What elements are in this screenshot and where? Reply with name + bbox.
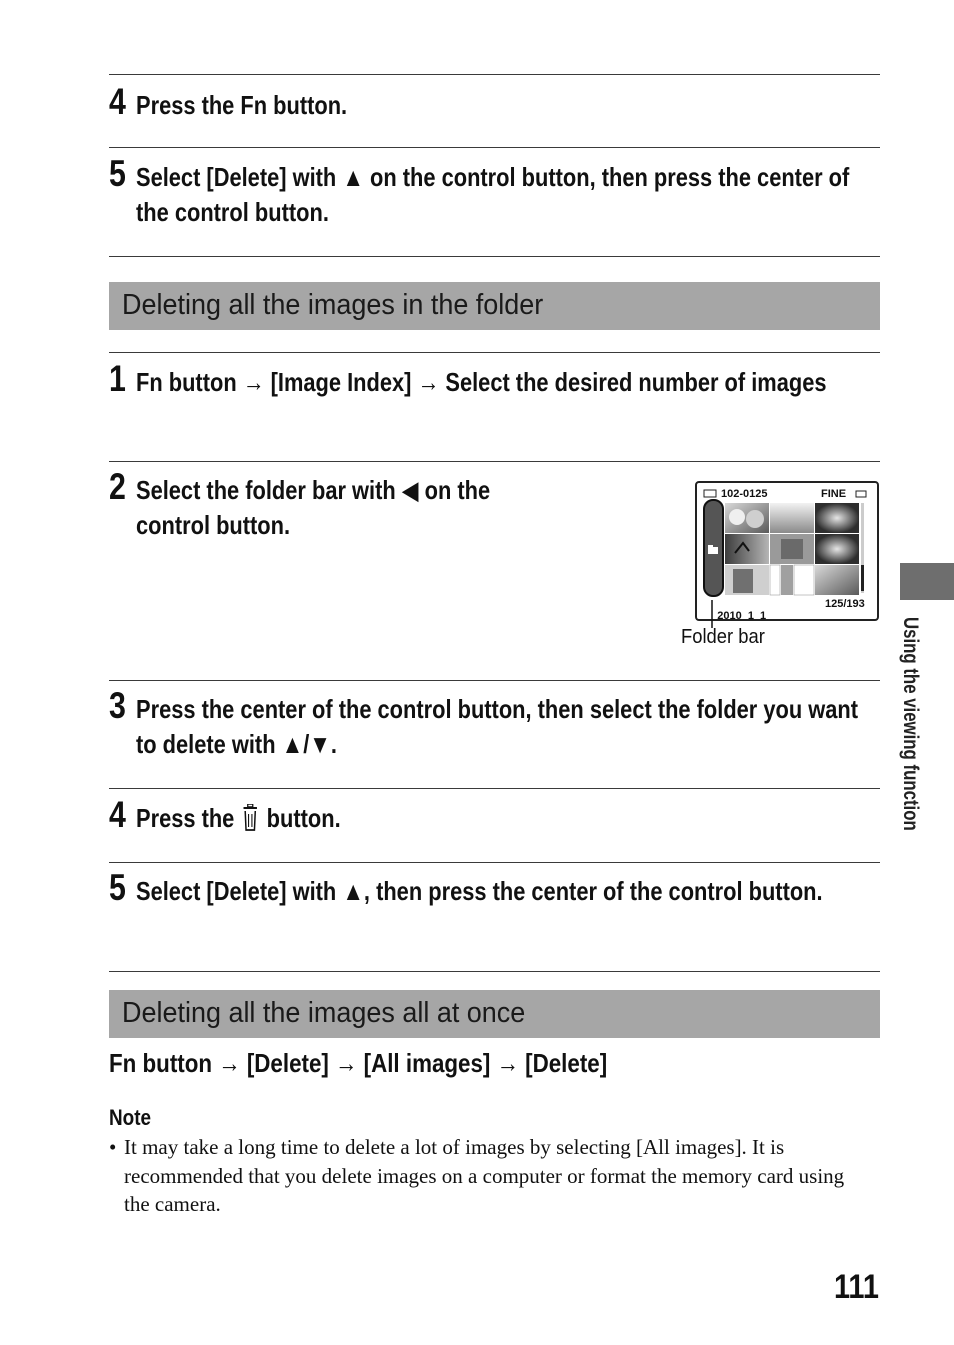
step-4 (109, 794, 879, 836)
bullet: • (109, 1135, 117, 1159)
divider (109, 461, 880, 462)
step-text: Press the center of the control button, then select the folder you want to delete with ▲/▼. (136, 694, 859, 759)
step-text: Select the folder bar with ◀ on the control button. (136, 475, 491, 540)
step-number: 5 (109, 153, 126, 194)
aspect-icon (856, 491, 866, 497)
thumbnail-grid (725, 503, 864, 595)
divider (109, 971, 880, 972)
divider (109, 788, 880, 789)
step-number: 3 (109, 685, 126, 726)
step-text: Select [Delete] with ▲ on the control button, then press the center of the control button. (136, 162, 850, 227)
section-title: Deleting all the images all at once (122, 997, 526, 1029)
trash-icon (240, 804, 260, 832)
step-5 (109, 867, 879, 909)
step-text: Press the Fn button. (136, 90, 348, 120)
divider (109, 680, 880, 681)
step-text: Fn button → [Image Index] → Select the desired number of images (136, 367, 827, 397)
divider (109, 147, 880, 148)
section-title: Deleting all the images in the folder (122, 289, 544, 321)
step-5-top (109, 153, 879, 230)
section-heading-folder (109, 282, 880, 330)
divider (109, 352, 880, 353)
quality-label: FINE (821, 488, 847, 500)
step-2 (109, 466, 529, 543)
step-number: 4 (109, 81, 126, 122)
quality-icon (704, 490, 716, 497)
step-4-top (109, 81, 879, 123)
page-number: 111 (833, 1268, 879, 1306)
note-body (109, 1133, 849, 1219)
step-text: Press the button. (136, 803, 341, 833)
note-text: It may take a long time to delete a lot of images by selecting [All images]. It is recommended that you delete images on a computer or format the memory card using the camera. (124, 1135, 845, 1216)
step-number: 4 (109, 794, 126, 835)
section-heading-all (109, 990, 880, 1038)
step-number: 2 (109, 466, 126, 507)
figure-caption: Folder bar (681, 626, 765, 648)
chapter-tab (900, 563, 954, 600)
folder-icon (708, 547, 718, 554)
step-number: 5 (109, 867, 126, 908)
divider (109, 74, 880, 75)
note-heading: Note (109, 1105, 152, 1130)
divider (109, 862, 880, 863)
step-number: 1 (109, 358, 126, 399)
step-text: Select [Delete] with ▲, then press the center of the control button. (136, 876, 823, 906)
image-counter: 125/193 (825, 598, 865, 610)
step-3 (109, 685, 879, 762)
menu-path: Fn button → [Delete] → [All images] → [Delete] (109, 1048, 608, 1078)
folder-number: 102-0125 (721, 488, 768, 500)
chapter-label: Using the viewing function (899, 617, 922, 831)
divider (109, 256, 880, 257)
date-readout: 2010 1 1 (717, 610, 767, 621)
step-1 (109, 358, 879, 400)
